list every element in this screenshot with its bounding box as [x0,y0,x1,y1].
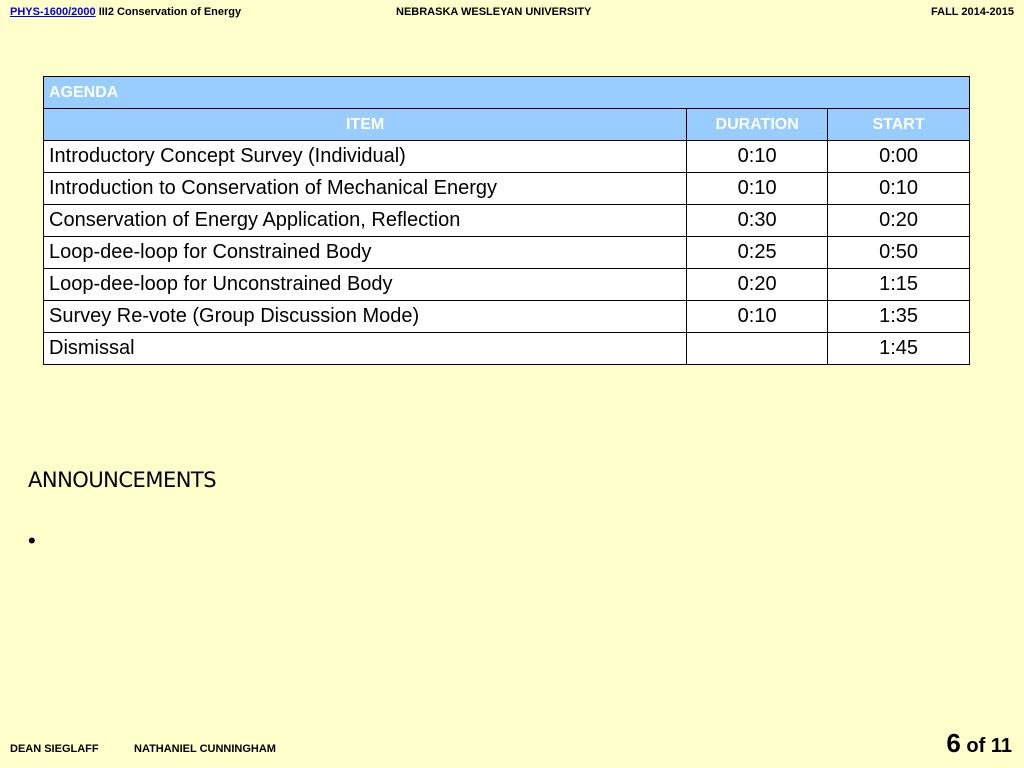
row-item: Loop-dee-loop for Constrained Body [44,237,687,269]
header-course [10,6,241,18]
column-header-start: START [828,109,970,141]
table-row [44,205,970,237]
row-duration: 0:10 [687,141,828,173]
page-current: 6 [946,728,961,758]
row-item: Loop-dee-loop for Unconstrained Body [44,269,687,301]
row-duration: 0:10 [687,173,828,205]
row-item: Dismissal [44,333,687,365]
row-start: 0:00 [828,141,970,173]
announcements-heading: ANNOUNCEMENTS [28,468,217,492]
row-start: 0:10 [828,173,970,205]
row-start: 0:50 [828,237,970,269]
row-item: Introduction to Conservation of Mechanical Energy [44,173,687,205]
row-item: Survey Re-vote (Group Discussion Mode) [44,301,687,333]
table-row [44,301,970,333]
row-start: 1:45 [828,333,970,365]
header-term: FALL 2014-2015 [931,6,1014,18]
row-start: 1:35 [828,301,970,333]
agenda-table [43,76,970,365]
column-header-duration: DURATION [687,109,828,141]
table-row [44,173,970,205]
bullet-point: • [28,528,36,553]
agenda-title: AGENDA [44,77,970,109]
row-start: 1:15 [828,269,970,301]
table-row [44,333,970,365]
row-start: 0:20 [828,205,970,237]
page-number [946,728,1012,759]
footer-author-1: DEAN SIEGLAFF [10,743,99,755]
header-university: NEBRASKA WESLEYAN UNIVERSITY [396,6,592,18]
row-duration: 0:20 [687,269,828,301]
row-duration [687,333,828,365]
row-duration: 0:25 [687,237,828,269]
page-total: of 11 [960,735,1012,757]
row-item: Introductory Concept Survey (Individual) [44,141,687,173]
row-item: Conservation of Energy Application, Reflection [44,205,687,237]
table-row [44,269,970,301]
header-topic: III2 Conservation of Energy [98,6,242,18]
column-header-item: ITEM [44,109,687,141]
table-row [44,141,970,173]
footer-author-2: NATHANIEL CUNNINGHAM [134,743,276,755]
course-link[interactable]: PHYS-1600/2000 [10,6,96,18]
row-duration: 0:10 [687,301,828,333]
table-row [44,237,970,269]
row-duration: 0:30 [687,205,828,237]
